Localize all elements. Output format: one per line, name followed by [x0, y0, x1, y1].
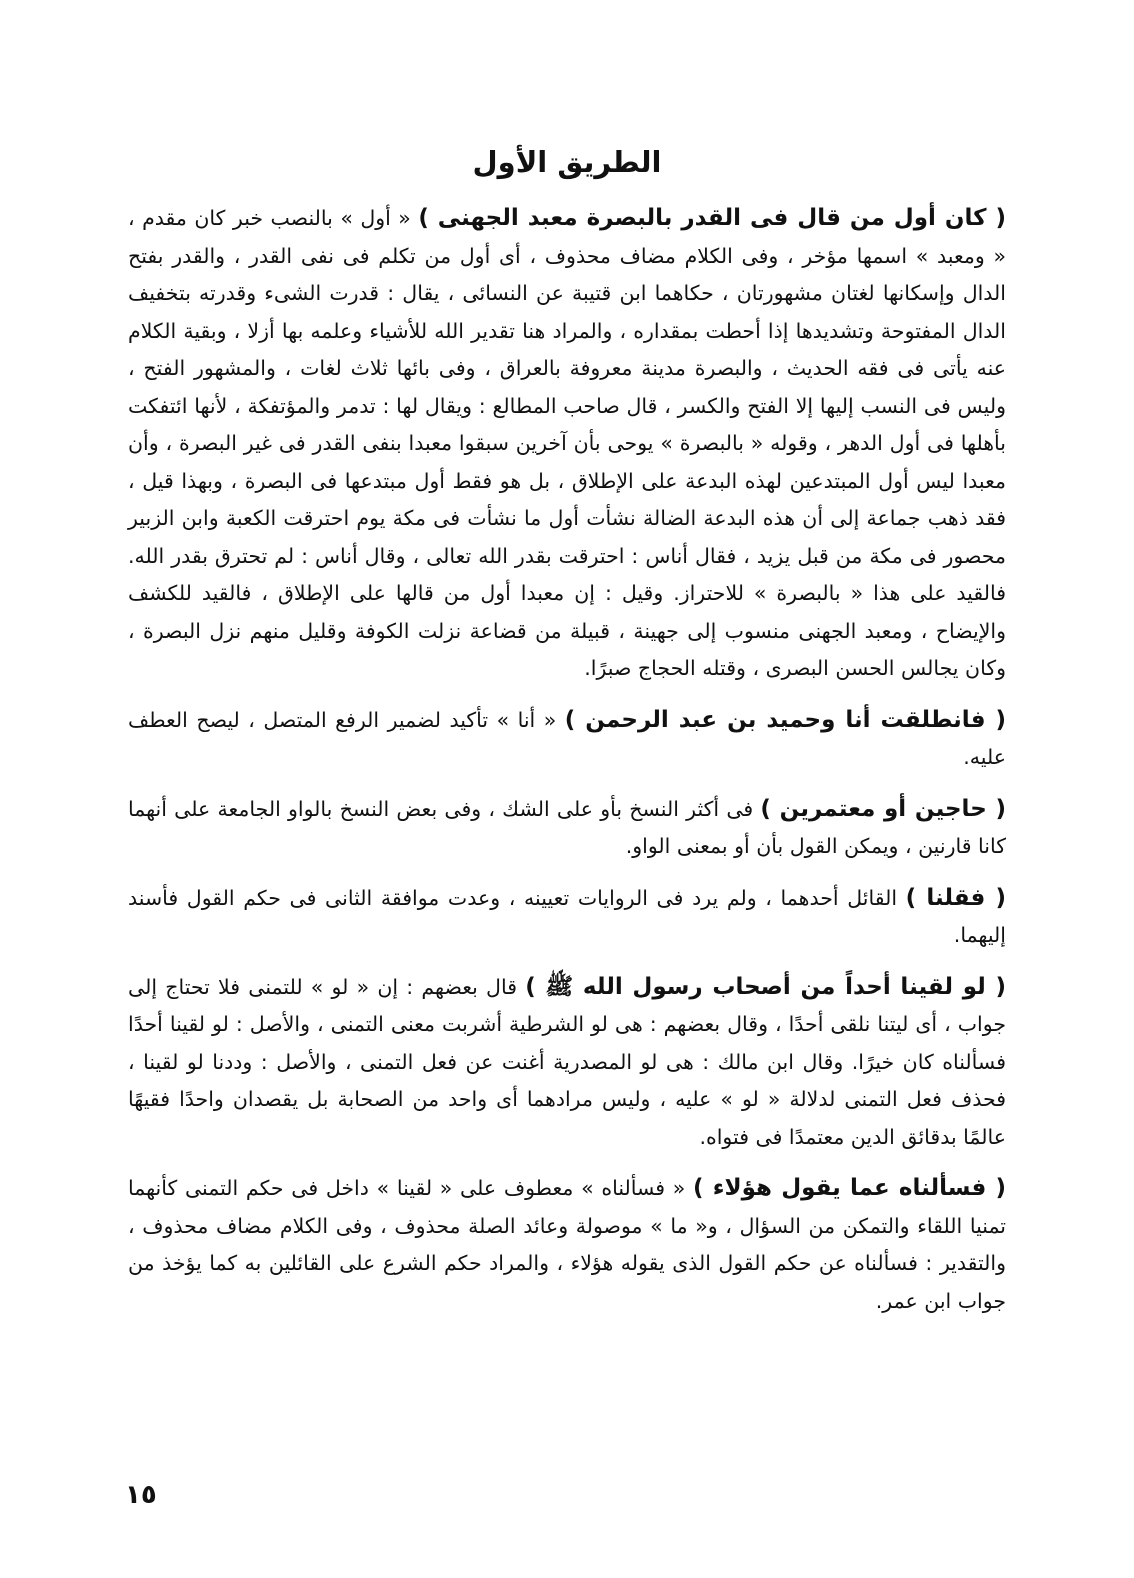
explanation: القائل أحدهما ، ولم يرد فى الروايات تعيينه ، وعدت موافقة الثانى فى حكم القول فأسند إليهما.: [128, 885, 1006, 947]
lemma: ( فسألناه عما يقول هؤلاء ): [693, 1175, 1006, 1201]
paragraph-law-laqina: [128, 969, 1006, 1157]
explanation: « أنا » تأكيد لضمير الرفع المتصل ، ليصح العطف عليه.: [128, 707, 1006, 769]
page-number: ١٥: [125, 1480, 157, 1510]
paragraph-faqulna: [128, 880, 1006, 955]
commentary-body: [128, 200, 1006, 1334]
lemma: ( حاجين أو معتمرين ): [760, 795, 1006, 822]
explanation: قال بعضهم : إن « لو » للتمنى فلا تحتاج إلى جواب ، أى ليتنا نلقى أحدًا ، وقال بعضهم : هى لو الشرطية أشربت معنى التمنى ، والأصل : لو لقينا أحدًا فسألناه كان خيرًا. وقال ابن مالك : هى لو المصدرية أغنت عن فعل التمنى ، والأصل : وددنا لو لقينا ، فحذف فعل التمنى لدلالة « لو » عليه ، وليس مرادهما أى واحد من الصحابة بل يقصدان واحدًا فقيهًا عالمًا بدقائق الدين معتمدًا فى فتواه.: [128, 974, 1006, 1149]
lemma: ( لو لقينا أحداً من أصحاب رسول الله ﷺ ): [525, 973, 1006, 1000]
lemma: ( فانطلقت أنا وحميد بن عبد الرحمن ): [564, 706, 1006, 733]
lemma: ( كان أول من قال فى القدر بالبصرة معبد الجهنى ): [418, 205, 1006, 231]
explanation: فى أكثر النسخ بأو على الشك ، وفى بعض النسخ بالواو الجامعة على أنهما كانا قارنين ، ويمكن القول بأن أو بمعنى الواو.: [128, 796, 1006, 858]
section-heading: الطريق الأول: [472, 145, 662, 179]
paragraph-hajjin: [128, 791, 1006, 866]
paragraph-fasalnah: [128, 1170, 1006, 1320]
explanation: « فسألناه » معطوف على « لقينا » داخل فى حكم التمنى كأنهما تمنيا اللقاء والتمكن من السؤال ، و« ما » موصولة وعائد الصلة محذوف ، وفى الكلام مضاف محذوف ، والتقدير : فسألناه عن حكم القول الذى يقوله هؤلاء ، والمراد حكم الشرع على القائلين به كما يؤخذ من جواب ابن عمر.: [128, 1176, 1006, 1313]
lemma: ( فقلنا ): [905, 884, 1006, 911]
explanation: « أول » بالنصب خبر كان مقدم ، « ومعبد » اسمها مؤخر ، وفى الكلام مضاف محذوف ، أى أول من تكلم فى نفى القدر ، والقدر بفتح الدال وإسكانها لغتان مشهورتان ، حكاهما ابن قتيبة عن النسائى ، يقال : قدرت الشىء وقدرته بتخفيف الدال المفتوحة وتشديدها إذا أحطت بمقداره ، والمراد هنا تقدير الله للأشياء وعلمه بها أزلا ، وبقية الكلام عنه يأتى فى فقه الحديث ، والبصرة مدينة معروفة بالعراق ، وفى بائها ثلاث لغات ، والمشهور الفتح ، وليس فى النسب إليها إلا الفتح والكسر ، قال صاحب المطالع : ويقال لها : تدمر والمؤتفكة ، لأنها ائتفكت بأهلها فى أول الدهر ، وقوله « بالبصرة » يوحى بأن آخرين سبقوا معبدا بنفى القدر فى غير البصرة ، وأن معبدا ليس أول المبتدعين لهذه البدعة على الإطلاق ، بل هو فقط أول مبتدعها فى البصرة ، وبهذا قيل ، فقد ذهب جماعة إلى أن هذه البدعة الضالة نشأت أول ما نشأت فى مكة يوم احترقت الكعبة وابن الزبير محصور فى مكة من قبل يزيد ، فقال أناس : احترقت بقدر الله تعالى ، وقال أناس : لم تحترق بقدر الله. فالقيد على هذا « بالبصرة » للاحتراز. وقيل : إن معبدا أول من قالها على الإطلاق ، فالقيد للكشف والإيضاح ، ومعبد الجهنى منسوب إلى جهينة ، قبيلة من قضاعة نزلت الكوفة وقليل منهم نزل البصرة ، وكان يجالس الحسن البصرى ، وقتله الحجاج صبرًا.: [128, 206, 1006, 680]
paragraph-intalaqt: [128, 702, 1006, 777]
paragraph-qadar: [128, 200, 1006, 688]
